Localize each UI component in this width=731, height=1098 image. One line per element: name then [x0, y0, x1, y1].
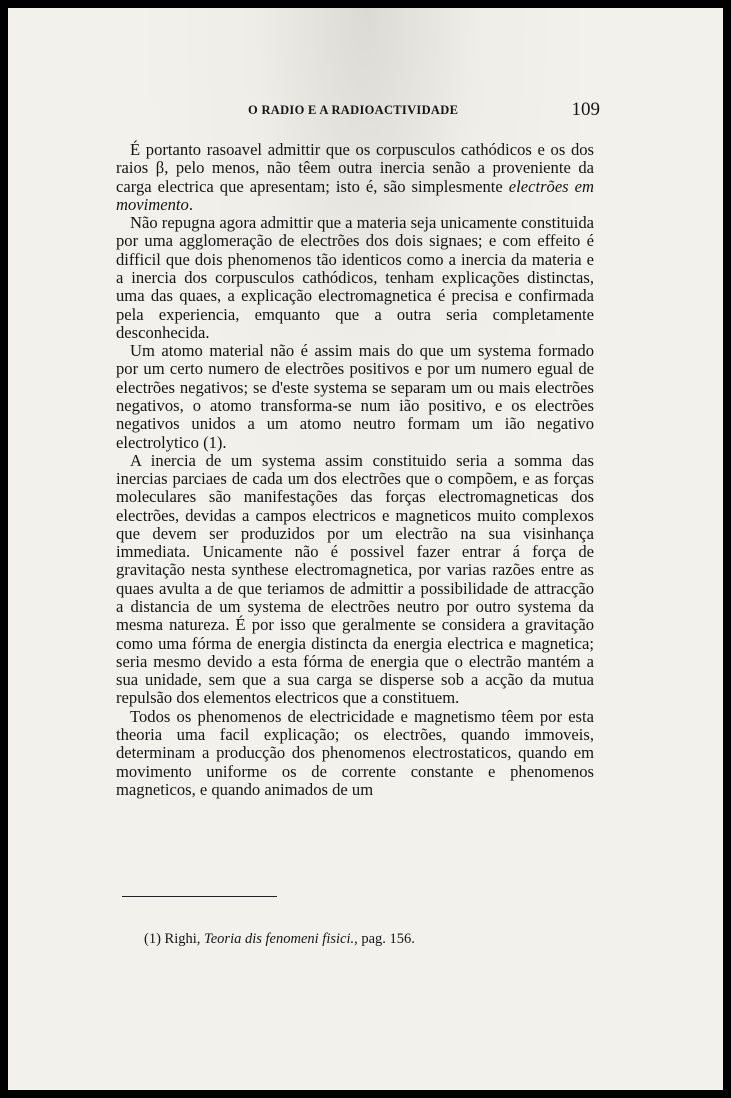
paragraph: Todos os phenomenos de electricidade e magnetismo têem por esta theoria uma facil explicação; os electrões, quando immoveis, determinam a producção dos phenomenos electrostaticos, quando em movimento uniforme os de corrente constante e phenomenos magneticos, e quando animados de um	[116, 706, 594, 799]
footnote	[144, 931, 574, 948]
footnote-title: Teoria dis fenomeni fisici.	[204, 931, 355, 947]
page-number: 109	[571, 99, 600, 120]
paragraph: Um atomo material não é assim mais do que um systema formado por um certo numero de electrões positivos e por um numero egual de electrões negativos; se d'este systema se separam um ou mais electrões negativos, o atomo transforma-se num ião positivo, e os electrões negativos unidos a um atomo neutro formam um ião negativo electrolytico (1).	[116, 341, 594, 452]
paragraph: É portanto rasoavel admittir que os corpusculos cathódicos e os dos raios β, pelo menos, não têem outra inercia senão a proveniente da carga electrica que apresentam; isto é, são simplesmente electrões em movimento.	[116, 140, 594, 214]
footnote-rest: , pag. 156.	[354, 931, 415, 947]
body-text	[116, 141, 594, 799]
running-title: O RADIO E A RADIOACTIVIDADE	[248, 103, 459, 117]
book-page	[8, 8, 723, 1090]
page-header	[248, 101, 658, 125]
paragraph: Não repugna agora admittir que a materia seja unicamente constituida por uma agglomeração de electrões dos dois signaes; e com effeito é difficil que dois phenomenos tão identicos como a inercia da materia e a inercia dos corpusculos cathódicos, tenham explicações distinctas, uma das quaes, a explicação electromagnetica é precisa e confirmada pela experiencia, emquanto que a outra seria completamente desconhecida.	[116, 213, 594, 342]
footnote-marker: (1) Righi,	[144, 931, 205, 947]
paragraph: A inercia de um systema assim constituido seria a somma das inercias parciaes de cada um dos electrões que o compõem, e as forças moleculares são manifestações das forças electromagneticas dos electrões, devidas a campos electricos e magneticos muito complexos que devem ser produzidos por um electrão na sua visinhança immediata. Unicamente não é possivel fazer entrar á força de gravitação nesta synthese electromagnetica, por varias razões entre as quaes avulta a de que teriamos de admittir a possibilidade de attracção a distancia de um systema de electrões neutro por outro systema da mesma natureza. É por isso que geralmente se considera a gravitação como uma fórma de energia distincta da energia electrica e magnetica; seria mesmo devido a esta fórma de energia que o electrão mantém a sua unidade, sem que a sua carga se disperse sob a acção da mutua repulsão dos elementos electricos que a constituem.	[116, 450, 594, 708]
footnote-rule	[122, 896, 277, 897]
